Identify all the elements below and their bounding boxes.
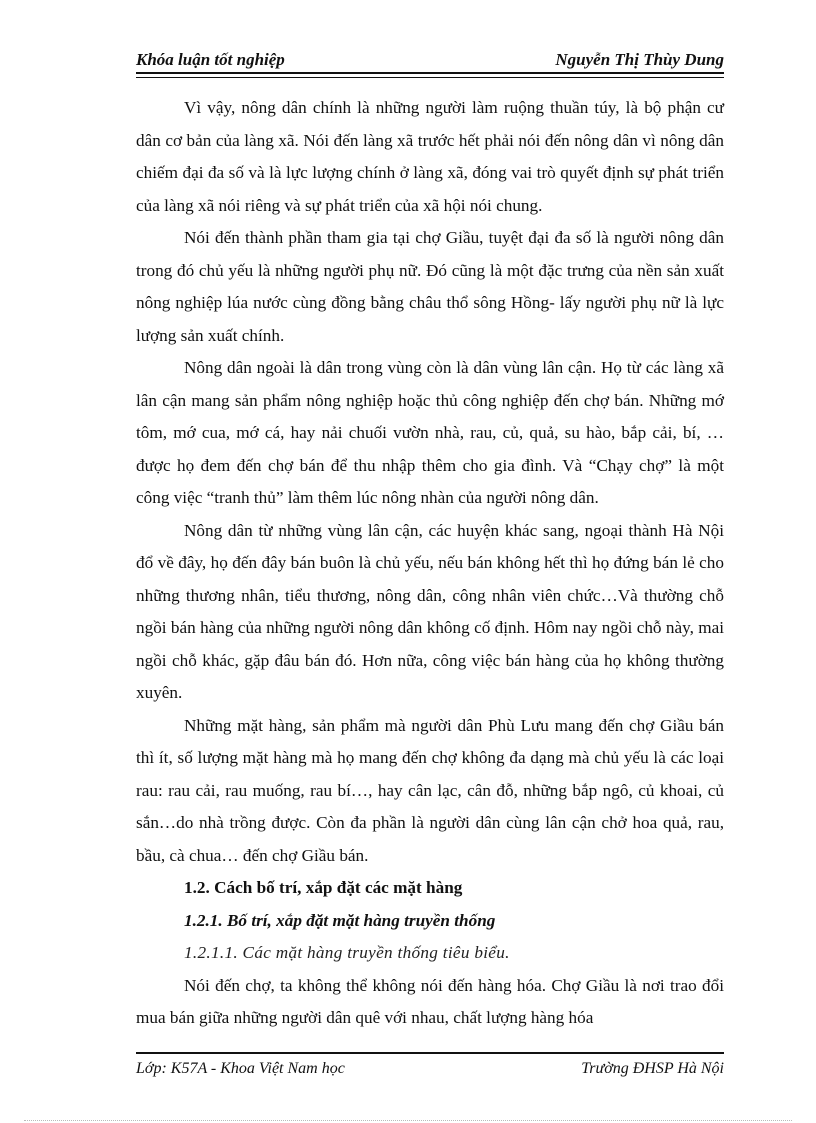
paragraph-1: Vì vậy, nông dân chính là những người làm ruộng thuần túy, là bộ phận cư dân cơ bản của làng xã. Nói đến làng xã trước hết phải nói đến nông dân vì nông dân chiếm đại đa số và là lực lượng chính ở làng xã, đóng vai trò quyết định sự phát triển của làng xã nói riêng và sự phát triển của xã hội nói chung.: [136, 98, 724, 215]
subsection-heading: 1.2.1. Bố trí, xắp đặt mặt hàng truyền thống: [184, 910, 496, 930]
document-body: [136, 92, 724, 1035]
paragraph-5: Những mặt hàng, sản phẩm mà người dân Phù Lưu mang đến chợ Giầu bán thì ít, số lượng mặt hàng mà họ mang đến chợ không đa dạng mà chủ yếu là các loại rau: rau cải, rau muống, rau bí…, hay cân lạc, cân đỗ, những bắp ngô, củ khoai, củ sắn…do nhà trồng được. Còn đa phần là người dân cùng lân cận chở hoa quả, rau, bầu, cà chua… đến chợ Giầu bán.: [136, 715, 724, 865]
page-edge-divider: [24, 1120, 792, 1121]
paragraph-2: Nói đến thành phần tham gia tại chợ Giầu, tuyệt đại đa số là người nông dân trong đó chủ yếu là những người phụ nữ. Đó cũng là một đặc trưng của nền sản xuất nông nghiệp lúa nước cùng đồng bằng châu thổ sông Hồng- lấy người phụ nữ là lực lượng sản xuất chính.: [136, 228, 724, 345]
header-author-name: Nguyễn Thị Thùy Dung: [555, 50, 724, 69]
header-thesis-title: Khóa luận tốt nghiệp: [136, 50, 285, 69]
section-heading: 1.2. Cách bố trí, xắp đặt các mặt hàng: [184, 878, 463, 897]
footer-university: Trường ĐHSP Hà Nội: [581, 1060, 724, 1077]
footer-class-info: Lớp: K57A - Khoa Việt Nam học: [136, 1060, 345, 1077]
page-header: [136, 48, 724, 74]
header-divider: [136, 77, 724, 78]
paragraph-6: Nói đến chợ, ta không thể không nói đến hàng hóa. Chợ Giầu là nơi trao đổi mua bán giữa những người dân quê với nhau, chất lượng hàng hóa: [136, 975, 724, 1027]
subsubsection-heading: 1.2.1.1. Các mặt hàng truyền thống tiêu biểu.: [184, 943, 510, 962]
paragraph-3: Nông dân ngoài là dân trong vùng còn là dân vùng lân cận. Họ từ các làng xã lân cận mang sản phẩm nông nghiệp hoặc thủ công nghiệp đến chợ bán. Những mớ tôm, mớ cua, mớ cá, hay nải chuối vườn nhà, rau, củ, quả, su hào, bắp cải, bí, …được họ đem đến chợ bán để thu nhập thêm cho gia đình. Và “Chạy chợ” là một công việc “tranh thủ” làm thêm lúc nông nhàn của người nông dân.: [136, 358, 724, 507]
page-footer: [136, 1052, 724, 1080]
paragraph-4: Nông dân từ những vùng lân cận, các huyện khác sang, ngoại thành Hà Nội đổ về đây, họ đến đây bán buôn là chủ yếu, nếu bán không hết thì họ đứng bán lẻ cho những thương nhân, tiểu thương, nông dân, công nhân viên chức…Và thường chỗ ngồi bán hàng của những người nông dân không cố định. Hôm nay ngồi chỗ này, mai ngồi chỗ khác, gặp đâu bán đó. Hơn nữa, công việc bán hàng của họ không thường xuyên.: [136, 520, 724, 702]
